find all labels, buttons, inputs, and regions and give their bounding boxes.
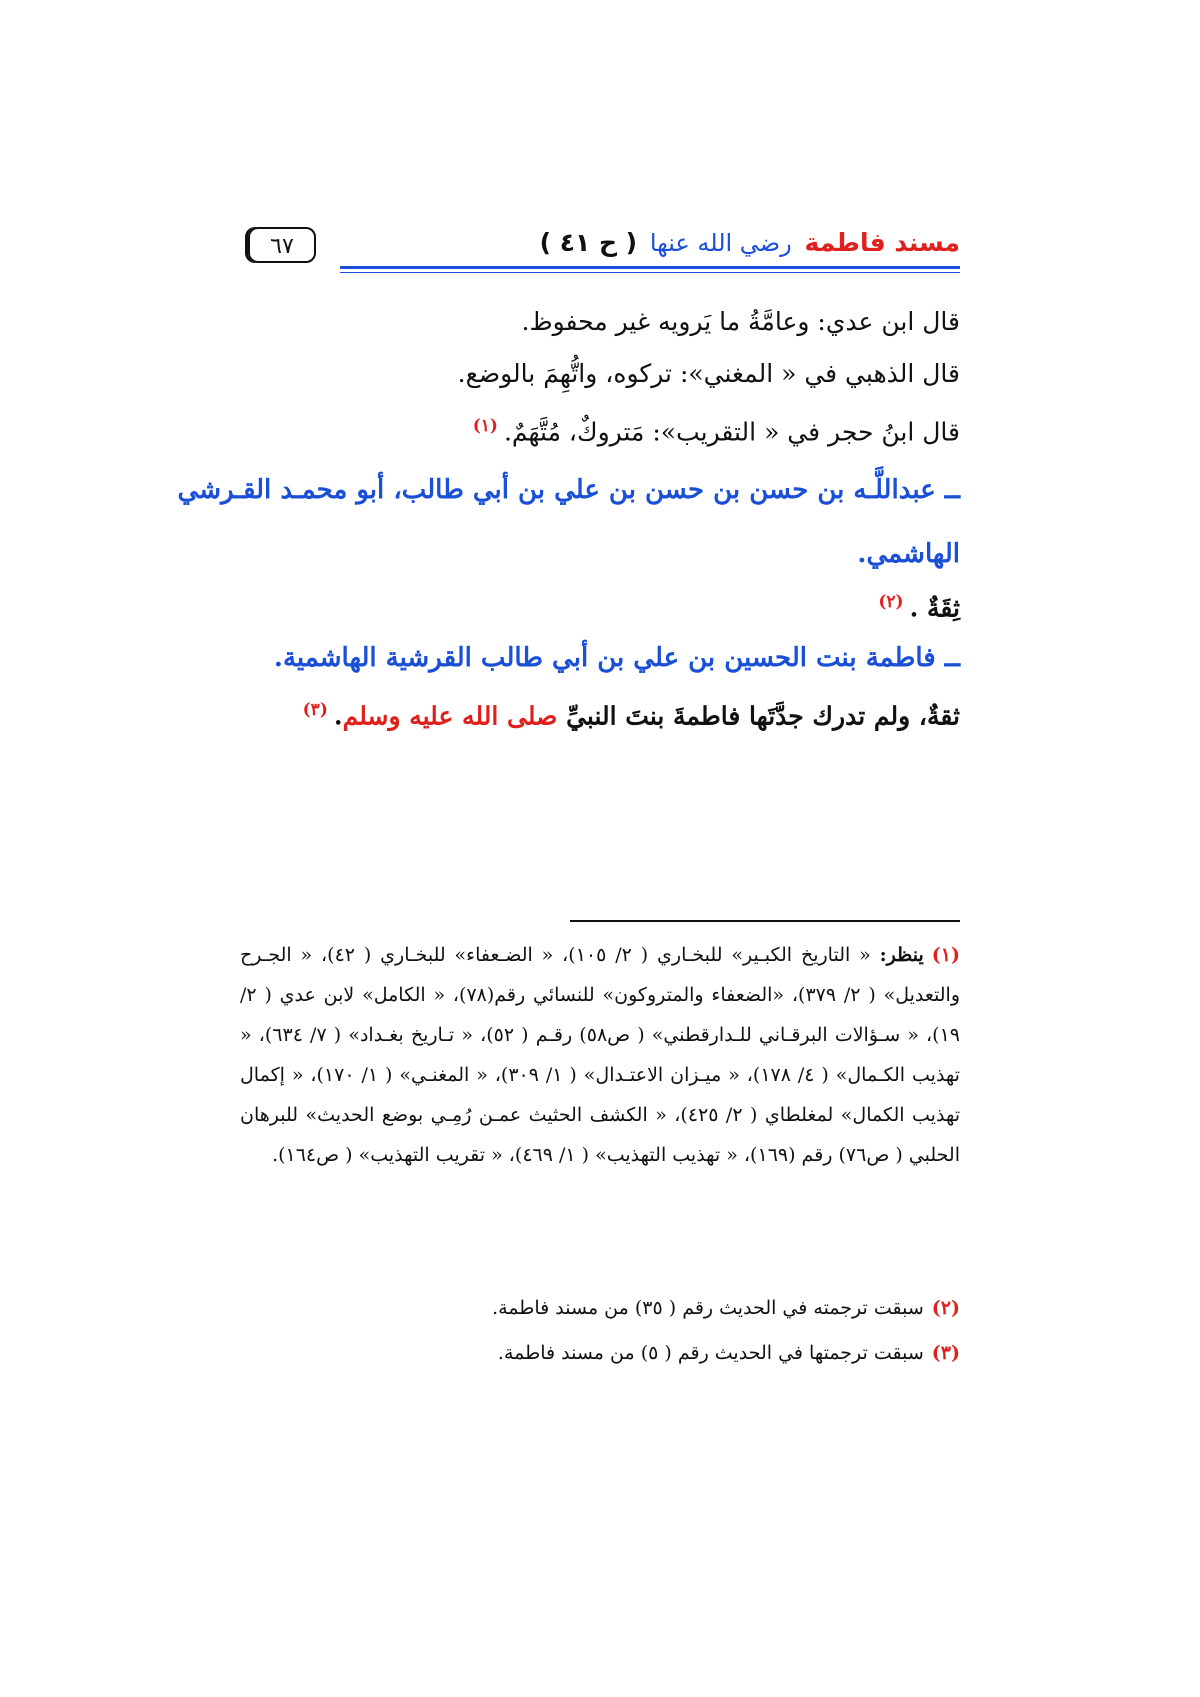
narrator-1-name: ــ عبداللَّـه بن حسن بن حسن بن علي بن أبي طالب، أبو محمـد القـرشي: [177, 475, 960, 505]
footnote-1-number: (١): [931, 944, 960, 966]
header-rule-thin: [340, 272, 960, 273]
page-number: ٦٧: [248, 227, 316, 263]
narrator-1-nisba: الهاشمي.: [857, 539, 960, 569]
footnote-ref-3[interactable]: (٣): [302, 700, 328, 720]
running-header: [460, 225, 960, 261]
footnote-2-number: (٢): [931, 1297, 960, 1319]
footnote-3-text: سبقت ترجمتها في الحديث رقم ( ٥) من مسند فاطمة.: [497, 1342, 924, 1364]
narrator-2-name: ــ فاطمة بنت الحسين بن علي بن أبي طالب القرشية الهاشمية.: [273, 643, 960, 673]
footnote-1-lead: ينظر:: [879, 944, 924, 966]
header-honorific: رضي الله عنها: [649, 229, 792, 257]
body-line-ibn-adi: قال ابن عدي: وعامَّةُ ما يَرويه غير محفوظ.: [521, 307, 960, 336]
footnote-1-text: « التاريخ الكبـير» للبخـاري ( ٢/ ١٠٥)، « الضـعفاء» للبخـاري ( ٤٢)، « الجـرح والتعديل» ( ٢/ ٣٧٩)، «الضعفاء والمتروكون» للنسائي رقم(٧٨)، « الكامل» لابن عدي ( ٢/ ١٩)، « سـؤالات البرقـاني للـدارقطني» ( ص٥٨) رقـم ( ٥٢)، « تـاريخ بغـداد» ( ٧/ ٦٣٤)، « تهذيب الكـمال» ( ٤/ ١٧٨)، « ميـزان الاعتـدال» ( ١/ ٣٠٩)، « المغنـي» ( ١/ ١٧٠)، « إكمال تهذيب الكمال» لمغلطاي ( ٢/ ٤٢٥)، « الكشف الحثيث عمـن رُمِـي بوضع الحديث» للبرهان الحلبي ( ص٧٦) رقم (١٦٩)، « تهذيب التهذيب» ( ١/ ٤٦٩)، « تقريب التهذيب» ( ص١٦٤).: [240, 944, 960, 1166]
narrator-2-period: .: [333, 701, 343, 731]
body-line-ibn-hajar-text: قال ابنُ حجر في « التقريب»: مَتروكٌ، مُتَّهَمٌ.: [503, 417, 960, 447]
footnote-2-text: سبقت ترجمته في الحديث رقم ( ٣٥) من مسند فاطمة.: [492, 1297, 924, 1319]
footnote-separator: [570, 920, 960, 922]
body-line-dhahabi: قال الذهبي في « المغني»: تركوه، واتُّهِمَ بالوضع.: [457, 359, 960, 388]
header-hadith-number: ( ح ٤١ ): [539, 228, 638, 257]
narrator-2-grade-text: ثقةٌ، ولم تدرك جدَّتَها فاطمةَ بنتَ النبيِّ: [566, 701, 960, 731]
footnote-2: [240, 1288, 960, 1328]
body-line-ibn-hajar: [240, 404, 960, 454]
narrator-2-grade: [240, 688, 960, 738]
footnote-3: [240, 1333, 960, 1373]
narrator-1-grade: [240, 580, 960, 630]
footnote-ref-2[interactable]: (٢): [878, 592, 904, 612]
footnote-1: [240, 935, 960, 1175]
header-title-name: مسند فاطمة: [804, 228, 960, 257]
narrator-1-grade-text: ثِقَةٌ .: [909, 593, 960, 623]
footnote-ref-1[interactable]: (١): [472, 416, 498, 436]
footnote-3-number: (٣): [931, 1342, 960, 1364]
salawat-honorific: صلى الله عليه وسلم: [342, 701, 558, 731]
header-rule: [340, 266, 960, 269]
